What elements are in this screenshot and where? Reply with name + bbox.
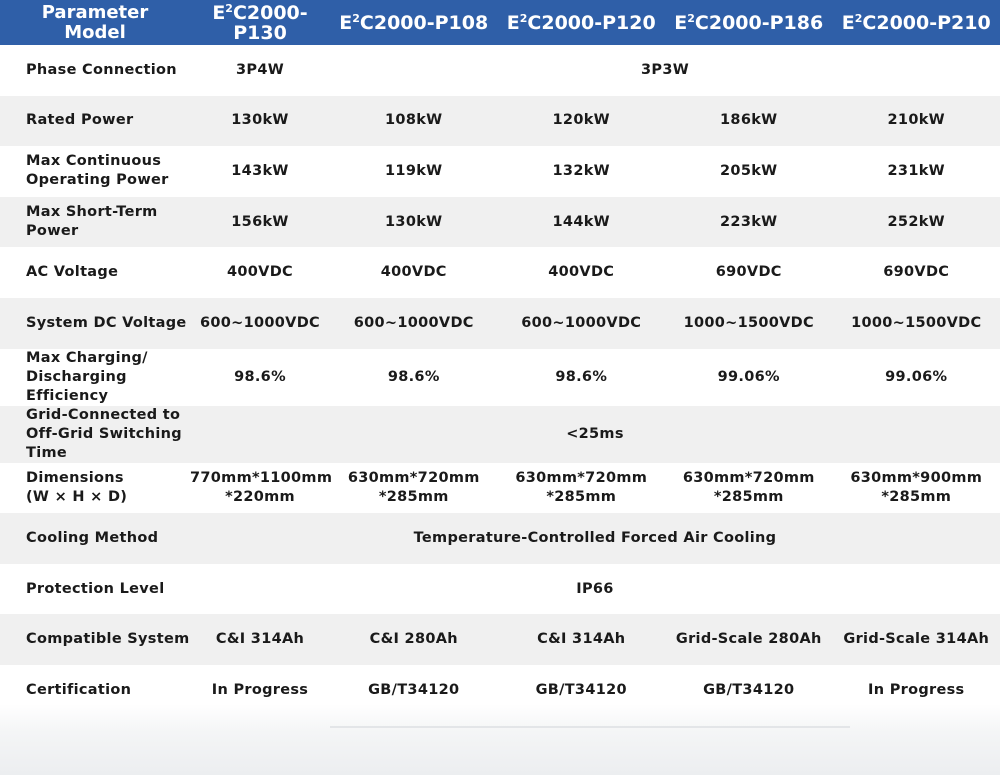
cell-value: 600~1000VDC (353, 314, 474, 331)
header-row (0, 0, 1000, 45)
cell-value: 630mm*900mm *285mm (850, 469, 983, 505)
cell-value-span: Temperature-Controlled Forced Air Cooling (413, 529, 777, 546)
cell-value: In Progress (868, 681, 965, 698)
cell-value: 210kW (887, 112, 945, 129)
cell-value: 98.6% (234, 368, 286, 385)
cell-value: 108kW (385, 112, 443, 129)
cell-value: 120kW (552, 112, 610, 129)
row-label-line: (W × H × D) (26, 488, 128, 505)
cell-value: Grid-Scale 280Ah (675, 631, 822, 648)
cell-value: 600~1000VDC (521, 314, 642, 331)
footer-background (0, 704, 1000, 775)
cell-value: C&I 314Ah (215, 631, 305, 648)
cell-value: 231kW (887, 162, 945, 179)
cell-value: GB/T34120 (368, 681, 460, 698)
cell-value: 119kW (385, 162, 443, 179)
row-max-continuous-power (0, 146, 1000, 197)
header-model-label: Model (64, 21, 126, 43)
header-model-p186: $E^2C2000-P186$ (665, 0, 833, 45)
cell-value: 223kW (720, 213, 778, 230)
cell-value: 770mm*1100mm *220mm (190, 469, 333, 505)
row-label: AC Voltage (26, 264, 119, 281)
cell-value: 400VDC (380, 264, 447, 281)
cell-value: C&I 280Ah (369, 631, 458, 648)
row-label-line: Dimensions (26, 469, 124, 486)
row-label: Grid-Connected to Off-Grid Switching Time (26, 406, 182, 461)
cell-value: 205kW (720, 162, 778, 179)
row-cooling-method (0, 513, 1000, 564)
cell-value: 99.06% (717, 368, 780, 385)
header-parameter-label: Parameter (41, 1, 149, 23)
row-phase-connection (0, 45, 1000, 96)
cell-value: 143kW (231, 162, 289, 179)
header-model-p108: $E^2C2000-P108$ (330, 0, 498, 45)
row-label: Protection Level (26, 580, 165, 597)
row-max-short-term-power (0, 197, 1000, 248)
cell-value: C&I 314Ah (537, 631, 626, 648)
cell-value-span: <25ms (566, 425, 624, 442)
row-label: Max Charging/ Discharging Efficiency (26, 349, 148, 404)
row-protection-level (0, 564, 1000, 615)
cell-value: 98.6% (387, 368, 440, 385)
cell-value: 630mm*720mm *285mm (347, 469, 480, 505)
row-label: Compatible System (26, 631, 190, 648)
cell-value: 400VDC (548, 264, 615, 281)
row-compatible-system (0, 614, 1000, 665)
cell-value: 400VDC (227, 264, 293, 281)
cell-value: 630mm*720mm *285mm (515, 469, 648, 505)
row-rated-power (0, 96, 1000, 147)
cell-value: GB/T34120 (703, 681, 795, 698)
footer-stripe (330, 726, 850, 728)
cell-value: 1000~1500VDC (683, 314, 814, 331)
cell-value: 186kW (720, 112, 778, 129)
header-model-p130: $E^2C2000-P130$ (190, 0, 330, 45)
row-system-dc-voltage (0, 298, 1000, 349)
table-header (0, 0, 1000, 45)
row-label: System DC Voltage (26, 314, 187, 331)
row-switching-time (0, 406, 1000, 463)
cell-value: 130kW (385, 213, 443, 230)
cell-value: 3P4W (236, 61, 284, 78)
cell-value: 130kW (231, 112, 289, 129)
row-label: Phase Connection (26, 61, 177, 78)
row-label: Max Continuous Operating Power (26, 153, 169, 189)
cell-value: 132kW (552, 162, 610, 179)
header-model-p120: $E^2C2000-P120$ (498, 0, 666, 45)
cell-value: 144kW (552, 213, 610, 230)
cell-value: 99.06% (885, 368, 948, 385)
cell-value: GB/T34120 (535, 681, 627, 698)
row-label: Certification (26, 681, 132, 698)
row-label: Rated Power (26, 112, 134, 129)
cell-value: 600~1000VDC (200, 314, 320, 331)
header-model-p210: $E^2C2000-P210$ (833, 0, 1000, 45)
row-label: Max Short-Term Power (26, 204, 158, 240)
cell-value: 252kW (887, 213, 945, 230)
cell-value: 98.6% (555, 368, 608, 385)
cell-value: In Progress (211, 681, 309, 698)
cell-value: Grid-Scale 314Ah (843, 631, 990, 648)
row-dimensions (0, 463, 1000, 514)
row-ac-voltage (0, 247, 1000, 298)
cell-value: 156kW (231, 213, 289, 230)
cell-value-span: IP66 (576, 580, 614, 597)
row-label: Cooling Method (26, 529, 159, 546)
cell-value: 630mm*720mm *285mm (682, 469, 815, 505)
row-efficiency (0, 349, 1000, 406)
cell-value-span: 3P3W (641, 61, 689, 78)
row-label (0, 463, 190, 514)
cell-value: 690VDC (715, 264, 782, 281)
cell-value: 1000~1500VDC (851, 314, 982, 331)
header-parameter-model (0, 0, 190, 45)
cell-value: 690VDC (883, 264, 950, 281)
